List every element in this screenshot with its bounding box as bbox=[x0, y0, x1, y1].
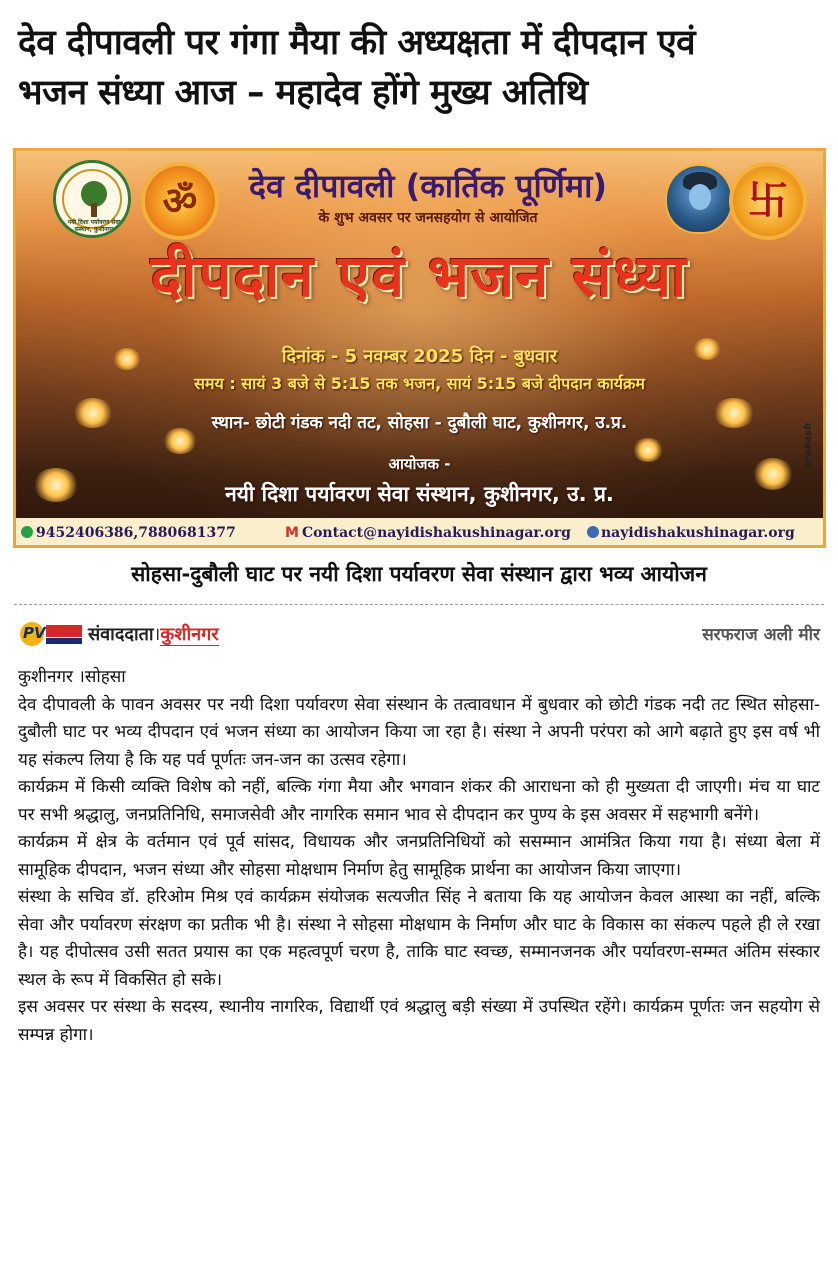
article-paragraph: संस्था के सचिव डॉ. हरिओम मिश्र एवं कार्यक्रम संयोजक सत्यजीत सिंह ने बताया कि यह आयोजन केवल आस्था का नहीं, बल्कि सेवा और पर्यावरण संरक्षण का प्रतीक भी है। संस्था ने सोहसा मोक्षधाम के निर्माण और घाट के विकास का संकल्प पहले ही ले रखा है। यह दीपोत्सव उसी सतत प्रयास का एक महत्वपूर्ण चरण है, ताकि घाट स्वच्छ, सम्मानजनक और पर्यावरण-सम्मत अंतिम संस्कार स्थल के रूप में विकसित हो सके। bbox=[18, 887, 820, 990]
organization-seal-logo bbox=[53, 160, 131, 238]
reporter-city: कुशीनगर bbox=[160, 624, 219, 645]
whatsapp-icon bbox=[21, 526, 33, 538]
article-body bbox=[18, 664, 820, 1049]
swastik-icon: 卐 bbox=[733, 166, 803, 236]
contact-bar bbox=[13, 518, 826, 548]
byline bbox=[20, 620, 820, 648]
reporter-label: संवाददाता bbox=[88, 624, 154, 645]
event-date: दिनांक - 5 नवम्बर 2025 दिन - बुधवार bbox=[281, 346, 558, 367]
logo-text: PV bbox=[23, 624, 46, 642]
strapline: सोहसा-दुबौली घाट पर नयी दिशा पर्यावरण सेवा संस्थान द्वारा भव्य आयोजन bbox=[131, 562, 707, 586]
event-place: स्थान- छोटी गंडक नदी तट, सोहसा - दुबौली घाट, कुशीनगर, उ.प्र. bbox=[211, 413, 628, 433]
headline bbox=[18, 18, 828, 118]
headline-line-1: देव दीपावली पर गंगा मैया की अध्यक्षता में दीपदान एवं bbox=[18, 23, 696, 63]
reporter-line bbox=[88, 622, 219, 646]
om-icon: ॐ bbox=[145, 166, 215, 236]
email-contact bbox=[285, 518, 571, 548]
article-paragraph: इस अवसर पर संस्था के सदस्य, स्थानीय नागरिक, विद्यार्थी एवं श्रद्धालु बड़ी संख्या में उपस्थित रहेंगे। कार्यक्रम पूर्णतः जन सहयोग से सम्पन्न होगा। bbox=[18, 997, 820, 1045]
newspaper-logo bbox=[20, 622, 82, 646]
globe-icon bbox=[587, 526, 599, 538]
designer-credit: prakash bbox=[803, 422, 814, 468]
event-time: समय : सायं 3 बजे से 5:15 तक भजन, सायं 5:15 बजे दीपदान कार्यक्रम bbox=[194, 374, 645, 393]
organizer-name: नयी दिशा पर्यावरण सेवा संस्थान, कुशीनगर, उ. प्र. bbox=[225, 482, 614, 506]
seal-text: नयी दिशा पर्यावरण सेवा संस्थान, कुशीनगर bbox=[67, 219, 121, 233]
mail-icon: M bbox=[285, 525, 299, 541]
phone-numbers: 9452406386,7880681377 bbox=[36, 525, 236, 541]
banner-title: देव दीपावली (कार्तिक पूर्णिमा) bbox=[249, 167, 607, 205]
banner-main-title: दीपदान एवं भजन संध्या bbox=[150, 242, 689, 310]
email-address: Contact@nayidishakushinagar.org bbox=[301, 525, 571, 541]
banner-subtitle: के शुभ अवसर पर जनसहयोग से आयोजित bbox=[318, 210, 538, 226]
divider bbox=[14, 604, 824, 605]
organizer-label: आयोजक - bbox=[388, 455, 451, 473]
website-contact bbox=[587, 518, 795, 548]
shiva-image bbox=[665, 164, 733, 234]
event-banner bbox=[13, 148, 826, 548]
article-paragraph: देव दीपावली के पावन अवसर पर नयी दिशा पर्यावरण सेवा संस्थान के तत्वावधान में बुधवार को छोटी गंडक नदी तट स्थित सोहसा-दुबौली घाट पर भव्य दीपदान एवं भजन संध्या का आयोजन किया जा रहा है। संस्था ने अपनी परंपरा को आगे बढ़ाते हुए इस वर्ष भी यह संकल्प लिया है कि यह पर्व पूर्णतः जन-जन का उत्सव रहेगा। bbox=[18, 694, 820, 770]
article-paragraph: कार्यक्रम में क्षेत्र के वर्तमान एवं पूर्व सांसद, विधायक और जनप्रतिनिधियों को ससम्मान आमंत्रित किया गया है। संध्या बेला में सामूहिक दीपदान, भजन संध्या और सोहसा मोक्षधाम निर्माण हेतु सामूहिक प्रार्थना का आयोजन किया जाएगा। bbox=[18, 832, 820, 880]
article-paragraph: कार्यक्रम में किसी व्यक्ति विशेष को नहीं, बल्कि गंगा मैया और भगवान शंकर की आराधना को ही मुख्यता दी जाएगी। मंच या घाट पर सभी श्रद्धालु, जनप्रतिनिधि, समाजसेवी और नागरिक समान भाव से दीपदान कर पुण्य के इस अवसर में सहभागी बनेंगे। bbox=[18, 777, 820, 825]
article-dateline: कुशीनगर ।सोहसा bbox=[18, 667, 126, 687]
headline-line-2: भजन संध्या आज – महादेव होंगे मुख्य अतिथि bbox=[18, 73, 588, 113]
author-name: सरफराज अली मीर bbox=[702, 625, 820, 645]
phone-contact bbox=[21, 518, 236, 548]
separator: । bbox=[153, 624, 161, 645]
website-url: nayidishakushinagar.org bbox=[601, 525, 795, 541]
